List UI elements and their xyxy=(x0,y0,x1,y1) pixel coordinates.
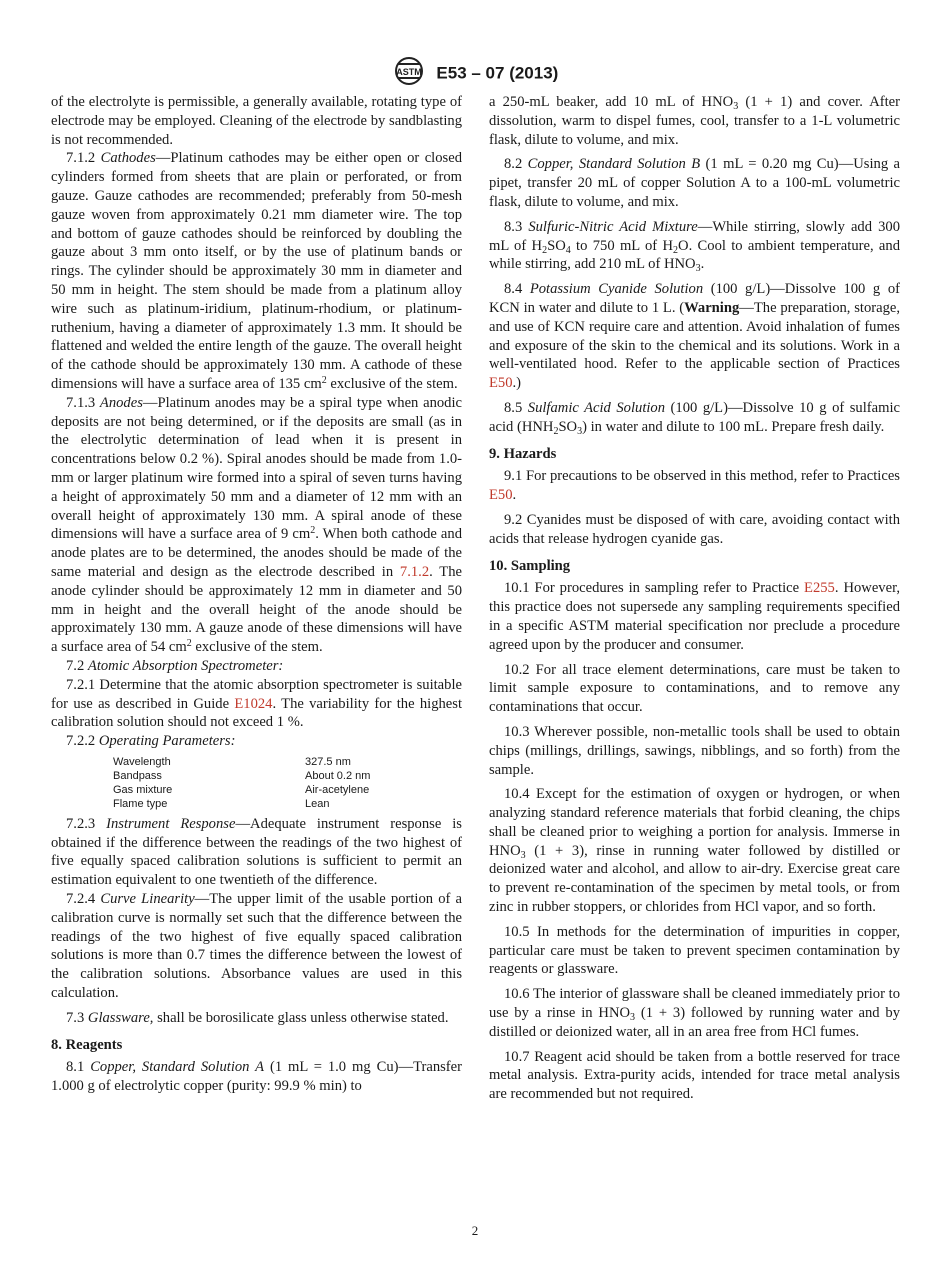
svg-text:ASTM: ASTM xyxy=(395,67,422,77)
page-header xyxy=(0,56,950,91)
section-8-5: 8.5 Sulfamic Acid Solution (100 g/L)—Dissolve 10 g of sulfamic acid $(HNH_2SO_3)$ in water and dilute to 100 mL. Prepare fresh daily. xyxy=(489,399,900,437)
operating-parameters-table xyxy=(113,755,370,811)
paragraph-continuation: a 250-mL beaker, add 10 mL of $HNO_3$ (1 + 1) and cover. After dissolution, warm to dispel fumes, cool, transfer to a 1-L volumetric flask, dilute to volume, and mix. xyxy=(489,94,900,148)
page-number: 2 xyxy=(471,1223,479,1238)
section-7-2-3: 7.2.3 Instrument Response—Adequate instrument response is obtained if the difference between the readings of the two highest of five equally spaced calibration solutions is sufficient to permit an estimation equivalent to one twentieth of the difference. xyxy=(51,815,462,889)
link-e255[interactable]: E255 xyxy=(804,580,835,597)
table-row: Flame type Lean xyxy=(113,797,330,810)
paragraph-continuation: of the electrolyte is permissible, a generally available, rotating type of electrode may be employed. Cleaning of the electrode by sandblasting is not recommended. xyxy=(51,94,462,148)
table-row: Gas mixture Air-acetylene xyxy=(113,783,370,796)
section-10-4: 10.4 Except for the estimation of oxygen or hydrogen, or when analyzing standard reference materials that forbid cleaning, the chips shall be cleaned prior to weighing a portion for analysis. Immerse in $HNO_3$ (1 + 3), rinse in running water followed by distilled or deionized water and alcohol, and allow to air-dry. Exercise great care to prevent re-contamination of the specimen by metal tools, or from zinc in rubber stoppers, or chlorides from HCl vapor, and so forth. xyxy=(489,786,900,916)
link-e50[interactable]: E50 xyxy=(489,375,513,392)
link-7-1-2[interactable]: 7.1.2 xyxy=(399,563,430,580)
table-row: Bandpass About 0.2 nm xyxy=(113,769,371,782)
heading-sampling: 10. Sampling xyxy=(489,557,571,574)
section-7-2-4: 7.2.4 Curve Linearity—The upper limit of the usable portion of a calibration curve is normally set such that the difference between the readings of the two highest of five equally spaced calibration solutions is more than 0.7 times the difference between the lowest of the calibration solutions. Absorbance values are used in this calculation. xyxy=(51,891,462,1002)
section-8-1: 8.1 Copper, Standard Solution A (1 mL = 1.0 mg Cu)—Transfer 1.000 g of electrolytic copper (purity: 99.9 % min) to xyxy=(51,1059,462,1095)
right-column xyxy=(489,93,900,1104)
heading-hazards: 9. Hazards xyxy=(489,445,557,462)
section-7-1-2: 7.1.2 Cathodes—Platinum cathodes may be either open or closed cylinders formed from sheets that are plain or perforated, or from gauze. Gauze cathodes are recommended; preferably from 50-mesh gauze woven from approximately 0.21 mm diameter wire. The top and bottom of gauze cathodes should be reinforced by doubling the gauze about 3 mm onto itself, or by the use of platinum bands or rings. The cylinder should be approximately 30 mm in diameter and 50 mm in height. The stem should be made from a platinum alloy wire such as platinum-iridium, platinum-rhodium, or platinum-ruthenium, having a diameter of approximately 1.3 mm. It should be flattened and welded the entire length of the gauze. The overall height of the cathode should be approximately 130 mm. A cathode of these dimensions will have a surface area of 135 $cm^2$ exclusive of the stem. xyxy=(51,150,462,392)
section-7-1-3: 7.1.3 Anodes—Platinum anodes may be a spiral type when anodic deposits are not being determined, or if the deposits are small (as in the electrolytic determination of lead when it is present in concentrations below 0.2 %). Spiral anodes should be made from 1.0-mm or larger platinum wire formed into a spiral of seven turns having a height of approximately 50 mm and a diameter of 12 mm with an overall height of approximately 130 mm. A spiral anode of these dimensions will have a surface area of 9 $cm^2$. When both cathode and anode plates are to be determined, the anodes should be made of the same material and design as the electrode described in 7.1.2. The anode cylinder should be approximately 12 mm in diameter and 50 mm in height and the overall height of the anode should be approximately 130 mm. A gauze anode of these dimensions will have a surface area of 54 $cm^2$ exclusive of the stem. xyxy=(51,394,462,656)
section-8-2: 8.2 Copper, Standard Solution B (1 mL = 0.20 mg Cu)—Using a pipet, transfer 20 mL of copper Solution A to a 100-mL volumetric flask, dilute to volume, and mix. xyxy=(489,156,900,210)
link-e1024[interactable]: E1024 xyxy=(234,695,273,712)
section-8-4: 8.4 Potassium Cyanide Solution (100 g/L)—Dissolve 100 g of KCN in water and dilute to 1 L. (Warning—The preparation, storage, and use of KCN require care and attention. Avoid inhalation of fumes and exposure of the skin to the chemical and its solutions. Work in a well-ventilated hood. Refer to the applicable section of Practices E50.) xyxy=(489,281,900,392)
section-10-7: 10.7 Reagent acid should be taken from a bottle reserved for trace metal analysis. Extra-purity acids, intended for trace metal analysis are recommended but not required. xyxy=(489,1048,900,1103)
section-10-2: 10.2 For all trace element determinations, care must be taken to limit sample exposure to contaminations, and to remove any contaminations that occur. xyxy=(489,661,900,716)
section-9-1: 9.1 For precautions to be observed in this method, refer to Practices E50. xyxy=(489,468,900,504)
section-10-6: 10.6 The interior of glassware shall be cleaned immediately prior to use by a rinse in $HNO_3$ (1 + 3) followed by running water and by distilled or deionized water, all in an area free from HCl fumes. xyxy=(489,986,901,1040)
document-designation: E53 – 07 (2013) xyxy=(436,63,559,83)
section-9-2: 9.2 Cyanides must be disposed of with care, avoiding contact with acids that release hydrogen cyanide gas. xyxy=(489,511,900,547)
section-10-1: 10.1 For procedures in sampling refer to Practice E255. However, this practice does not supersede any sampling requirements specified in a specific ASTM material specification nor preclude a procedure agreed upon by the producer and consumer. xyxy=(489,580,900,653)
section-8-3: 8.3 Sulfuric-Nitric Acid Mixture—While stirring, slowly add 300 mL of $H_2SO_4$ to 750 mL of $H_2O$. Cool to ambient temperature, and while stirring, add 210 mL of $HNO_3$. xyxy=(489,218,900,275)
section-10-5: 10.5 In methods for the determination of impurities in copper, particular care must be taken to prevent specimen contamination by reagents or glassware. xyxy=(489,923,900,978)
section-7-2-1: 7.2.1 Determine that the atomic absorption spectrometer is suitable for use as described in Guide E1024. The variability for the highest calibration solution should not exceed 1 %. xyxy=(51,676,463,731)
section-10-3: 10.3 Wherever possible, non-metallic tools shall be used to obtain chips (millings, drillings, sawings, nibblings, and so forth) from the sample. xyxy=(489,723,900,778)
section-7-3: 7.3 Glassware, shall be borosilicate glass unless otherwise stated. xyxy=(66,1009,449,1026)
section-7-2: 7.2 Atomic Absorption Spectrometer: xyxy=(66,657,284,674)
heading-reagents: 8. Reagents xyxy=(51,1036,123,1053)
table-row: Wavelength 327.5 nm xyxy=(113,755,351,768)
section-7-2-2: 7.2.2 Operating Parameters: xyxy=(66,733,236,750)
link-e50[interactable]: E50 xyxy=(489,487,513,504)
astm-logo-icon xyxy=(392,56,426,91)
left-column xyxy=(51,93,462,1096)
